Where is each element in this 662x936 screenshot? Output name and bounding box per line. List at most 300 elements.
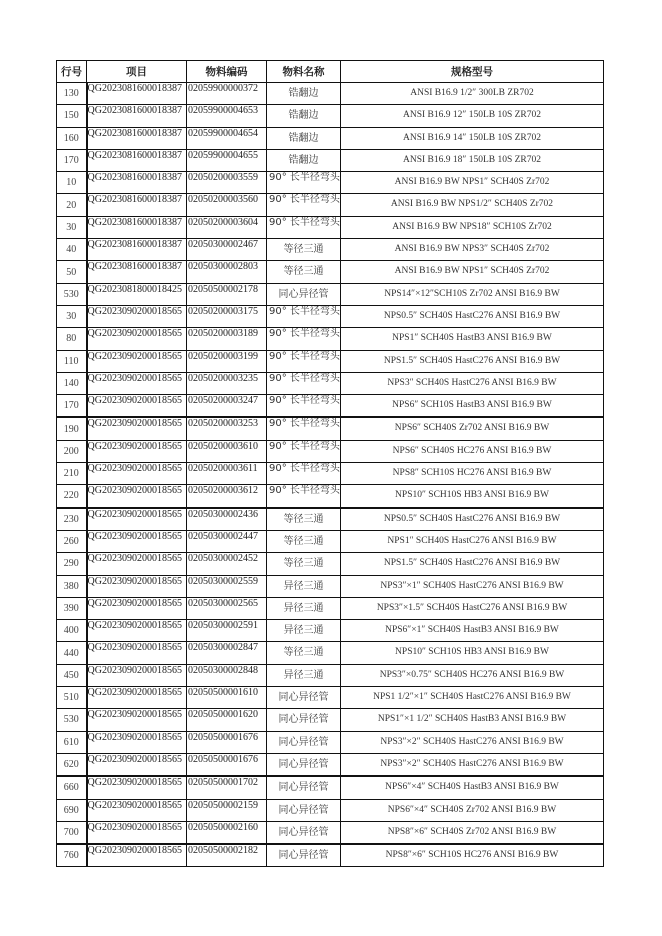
- specification-text: ANSI B16.9 12″ 150LB 10S ZR702: [402, 110, 542, 121]
- material-code-cell: [187, 216, 267, 238]
- line-no-text: 30: [66, 221, 77, 233]
- material-code-cell: [187, 709, 267, 731]
- line-no-cell: [57, 194, 87, 216]
- project-cell: [87, 261, 187, 283]
- material-name-cell: [267, 597, 341, 619]
- specification-text: NPS1.5″ SCH40S HastC276 ANSI B16.9 BW: [383, 355, 561, 366]
- table-row: [57, 395, 604, 418]
- line-no-text: 530: [63, 288, 79, 300]
- line-no-text: 210: [63, 468, 79, 480]
- line-no-cell: [57, 844, 87, 867]
- material-name-text: 90° 长半径弯头: [269, 172, 340, 184]
- table-row: [57, 485, 604, 508]
- material-code-text: 02050500001676: [188, 731, 258, 743]
- line-no-cell: [57, 753, 87, 776]
- project-text: QG2023090200018565: [87, 440, 182, 452]
- specification-text: NPS6″×4″ SCH40S HastB3 ANSI B16.9 BW: [385, 782, 559, 793]
- project-text: QG2023090200018565: [87, 642, 182, 654]
- material-name-text: 等径三通: [283, 647, 324, 659]
- project-text: QG2023090200018565: [87, 620, 182, 632]
- line-no-cell: [57, 597, 87, 619]
- line-no-cell: [57, 395, 87, 418]
- specification-cell: [341, 821, 604, 844]
- material-code-text: 02050200003175: [188, 305, 258, 317]
- specification-text: ANSI B16.9 BW NPS1″ SCH40S Zr702: [394, 266, 550, 277]
- specification-text: NPS1 1/2″×1″ SCH40S HastC276 ANSI B16.9 BW: [373, 692, 571, 703]
- project-cell: [87, 305, 187, 327]
- header-row: [57, 61, 604, 83]
- material-code-text: 02050500001676: [188, 753, 258, 765]
- material-code-cell: [187, 530, 267, 552]
- specification-text: NPS1″ SCH40S HastC276 ANSI B16.9 BW: [387, 535, 557, 546]
- specification-text: NPS1″ SCH40S HastB3 ANSI B16.9 BW: [392, 333, 552, 344]
- material-name-cell: [267, 261, 341, 283]
- project-text: QG2023081600018387: [87, 149, 182, 161]
- project-text: QG2023081800018425: [87, 283, 182, 295]
- material-name-text: 异径三通: [283, 580, 324, 592]
- specification-text: NPS6″ SCH40S Zr702 ANSI B16.9 BW: [394, 423, 550, 434]
- line-no-text: 50: [66, 266, 77, 278]
- material-name-text: 等径三通: [283, 244, 324, 256]
- material-code-text: 02050300002847: [188, 642, 258, 654]
- line-no-cell: [57, 83, 87, 105]
- material-code-cell: [187, 417, 267, 440]
- project-text: QG2023090200018565: [87, 821, 182, 833]
- specification-text: NPS3″×2″ SCH40S HastC276 ANSI B16.9 BW: [380, 736, 564, 747]
- specification-cell: [341, 372, 604, 394]
- specification-text: ANSI B16.9 1/2″ 300LB ZR702: [410, 88, 534, 98]
- project-cell: [87, 328, 187, 350]
- material-name-cell: [267, 575, 341, 597]
- line-no-text: 390: [63, 602, 79, 614]
- project-text: QG2023090200018565: [87, 372, 182, 384]
- table-row: [57, 372, 604, 394]
- specification-cell: [341, 328, 604, 350]
- material-code-text: 02050200003604: [188, 216, 258, 228]
- material-code-cell: [187, 553, 267, 575]
- project-text: QG2023090200018565: [87, 731, 182, 743]
- table-row: [57, 239, 604, 261]
- table-row: [57, 731, 604, 753]
- table-row: [57, 417, 604, 440]
- project-text: QG2023090200018565: [87, 305, 182, 317]
- material-name-cell: [267, 620, 341, 642]
- material-name-cell: [267, 844, 341, 867]
- material-code-text: 02059900004653: [188, 105, 258, 117]
- material-code-text: 02050300002591: [188, 620, 258, 632]
- project-text: QG2023090200018565: [87, 328, 182, 340]
- material-code-cell: [187, 844, 267, 867]
- project-text: QG2023090200018565: [87, 753, 182, 765]
- project-cell: [87, 642, 187, 664]
- line-no-cell: [57, 821, 87, 844]
- project-cell: [87, 417, 187, 440]
- table-row: [57, 687, 604, 709]
- material-name-cell: [267, 776, 341, 799]
- table-row: [57, 620, 604, 642]
- line-no-text: 690: [63, 804, 79, 816]
- table-row: [57, 440, 604, 462]
- line-no-text: 10: [66, 177, 77, 189]
- project-text: QG2023081600018387: [87, 172, 182, 184]
- line-no-text: 200: [63, 445, 79, 457]
- line-no-text: 760: [63, 850, 79, 862]
- line-no-cell: [57, 261, 87, 283]
- specification-cell: [341, 597, 604, 619]
- project-text: QG2023090200018565: [87, 597, 182, 609]
- specification-text: ANSI B16.9 BW NPS3″ SCH40S Zr702: [394, 244, 550, 255]
- project-text: QG2023090200018565: [87, 799, 182, 811]
- material-code-cell: [187, 261, 267, 283]
- material-code-cell: [187, 194, 267, 216]
- project-cell: [87, 485, 187, 508]
- material-name-text: 90° 长半径弯头: [269, 463, 340, 475]
- material-name-text: 同心异径管: [278, 826, 329, 838]
- material-code-text: 02050300002447: [188, 530, 258, 542]
- material-code-cell: [187, 485, 267, 508]
- line-no-cell: [57, 350, 87, 372]
- specification-text: NPS1″×1 1/2″ SCH40S HastB3 ANSI B16.9 BW: [377, 714, 567, 725]
- material-code-text: 02050200003235: [188, 372, 258, 384]
- material-code-cell: [187, 149, 267, 171]
- specification-cell: [341, 395, 604, 418]
- table-row: [57, 172, 604, 194]
- material-code-text: 02050500002182: [188, 845, 258, 857]
- line-no-cell: [57, 575, 87, 597]
- material-name-cell: [267, 83, 341, 105]
- project-text: QG2023090200018565: [87, 709, 182, 721]
- specification-cell: [341, 417, 604, 440]
- specification-text: NPS0.5″ SCH40S HastC276 ANSI B16.9 BW: [383, 513, 561, 524]
- specification-text: ANSI B16.9 BW NPS1/2″ SCH40S Zr702: [390, 199, 554, 210]
- specification-cell: [341, 216, 604, 238]
- table-row: [57, 799, 604, 821]
- material-code-cell: [187, 305, 267, 327]
- material-name-cell: [267, 753, 341, 776]
- project-text: QG2023090200018565: [87, 508, 182, 520]
- material-code-cell: [187, 440, 267, 462]
- line-no-text: 20: [66, 199, 77, 211]
- material-code-cell: [187, 664, 267, 686]
- project-text: QG2023081600018387: [87, 194, 182, 206]
- line-no-text: 230: [63, 513, 79, 525]
- material-code-cell: [187, 372, 267, 394]
- material-name-cell: [267, 553, 341, 575]
- line-no-text: 260: [63, 536, 79, 548]
- specification-cell: [341, 149, 604, 171]
- project-cell: [87, 753, 187, 776]
- material-code-text: 02059900004655: [188, 149, 258, 161]
- material-code-text: 02050500001620: [188, 709, 258, 721]
- material-code-text: 02050300002452: [188, 553, 258, 565]
- specification-text: ANSI B16.9 14″ 150LB 10S ZR702: [402, 132, 542, 143]
- material-code-text: 02050500001702: [188, 777, 258, 789]
- material-code-text: 02050300002848: [188, 664, 258, 676]
- specification-cell: [341, 350, 604, 372]
- specification-cell: [341, 709, 604, 731]
- project-text: QG2023090200018565: [87, 530, 182, 542]
- material-name-text: 90° 长半径弯头: [269, 418, 340, 430]
- material-code-text: 02050500001610: [188, 687, 258, 699]
- line-no-cell: [57, 508, 87, 531]
- specification-text: NPS6″ SCH40S HC276 ANSI B16.9 BW: [392, 445, 552, 456]
- project-cell: [87, 350, 187, 372]
- material-code-text: 02050500002178: [188, 283, 258, 295]
- line-no-text: 380: [63, 580, 79, 592]
- material-name-text: 90° 长半径弯头: [269, 216, 340, 228]
- specification-text: NPS8″×6″ SCH10S HC276 ANSI B16.9 BW: [385, 850, 559, 861]
- specification-cell: [341, 642, 604, 664]
- line-no-text: 510: [63, 692, 79, 704]
- material-code-text: 02059900004654: [188, 127, 258, 139]
- specification-cell: [341, 753, 604, 776]
- specification-text: NPS0.5″ SCH40S HastC276 ANSI B16.9 BW: [383, 310, 561, 321]
- line-no-text: 170: [63, 400, 79, 412]
- project-cell: [87, 508, 187, 531]
- material-name-text: 同心异径管: [278, 714, 329, 726]
- material-name-text: 90° 长半径弯头: [269, 350, 340, 362]
- material-code-cell: [187, 463, 267, 485]
- project-cell: [87, 553, 187, 575]
- material-name-cell: [267, 687, 341, 709]
- material-code-text: 02059900000372: [188, 83, 258, 94]
- material-name-cell: [267, 194, 341, 216]
- project-cell: [87, 821, 187, 844]
- table-row: [57, 149, 604, 171]
- project-cell: [87, 149, 187, 171]
- material-code-text: 02050200003611: [188, 463, 258, 475]
- table-row: [57, 283, 604, 305]
- line-no-cell: [57, 127, 87, 149]
- material-code-cell: [187, 731, 267, 753]
- material-name-cell: [267, 149, 341, 171]
- line-no-cell: [57, 485, 87, 508]
- specification-cell: [341, 776, 604, 799]
- material-code-text: 02050200003612: [188, 485, 258, 497]
- material-name-cell: [267, 172, 341, 194]
- material-name-text: 90° 长半径弯头: [269, 328, 340, 340]
- line-no-cell: [57, 664, 87, 686]
- material-name-cell: [267, 821, 341, 844]
- material-code-cell: [187, 83, 267, 105]
- table-row: [57, 709, 604, 731]
- specification-cell: [341, 844, 604, 867]
- material-name-cell: [267, 283, 341, 305]
- material-name-text: 锆翻边: [288, 132, 319, 144]
- material-name-text: 锆翻边: [288, 88, 319, 99]
- project-cell: [87, 687, 187, 709]
- material-code-text: 02050300002436: [188, 508, 258, 520]
- material-name-cell: [267, 664, 341, 686]
- specification-text: NPS3″×2″ SCH40S HastC276 ANSI B16.9 BW: [380, 758, 564, 769]
- header-project: 项目: [87, 61, 187, 83]
- specification-cell: [341, 194, 604, 216]
- specification-cell: [341, 172, 604, 194]
- material-name-text: 90° 长半径弯头: [269, 395, 340, 407]
- specification-text: NPS1.5″ SCH40S HastC276 ANSI B16.9 BW: [383, 558, 561, 569]
- material-name-cell: [267, 799, 341, 821]
- project-text: QG2023081600018387: [87, 83, 182, 94]
- specification-text: NPS3″×1″ SCH40S HastC276 ANSI B16.9 BW: [380, 580, 564, 591]
- project-cell: [87, 530, 187, 552]
- line-no-cell: [57, 172, 87, 194]
- line-no-text: 80: [66, 333, 77, 345]
- line-no-text: 170: [63, 155, 79, 167]
- specification-text: NPS6″×4″ SCH40S Zr702 ANSI B16.9 BW: [387, 804, 557, 815]
- project-cell: [87, 731, 187, 753]
- specification-cell: [341, 731, 604, 753]
- material-code-text: 02050300002559: [188, 575, 258, 587]
- line-no-text: 110: [63, 355, 79, 367]
- project-text: QG2023081600018387: [87, 216, 182, 228]
- material-name-text: 同心异径管: [278, 804, 329, 816]
- table-row: [57, 305, 604, 327]
- project-cell: [87, 776, 187, 799]
- line-no-text: 400: [63, 625, 79, 637]
- project-cell: [87, 620, 187, 642]
- project-text: QG2023090200018565: [87, 350, 182, 362]
- material-code-cell: [187, 776, 267, 799]
- table-row: [57, 844, 604, 867]
- material-code-text: 02050200003247: [188, 395, 258, 407]
- table-row: [57, 328, 604, 350]
- material-name-text: 等径三通: [283, 558, 324, 570]
- material-code-text: 02050200003189: [188, 328, 258, 340]
- material-name-cell: [267, 508, 341, 531]
- material-code-text: 02050200003199: [188, 350, 258, 362]
- project-cell: [87, 664, 187, 686]
- specification-cell: [341, 530, 604, 552]
- table-row: [57, 642, 604, 664]
- material-name-cell: [267, 328, 341, 350]
- material-name-text: 90° 长半径弯头: [269, 305, 340, 317]
- line-no-text: 610: [63, 736, 79, 748]
- project-cell: [87, 83, 187, 105]
- line-no-text: 220: [63, 490, 79, 502]
- material-name-cell: [267, 216, 341, 238]
- specification-cell: [341, 687, 604, 709]
- table-row: [57, 261, 604, 283]
- specification-cell: [341, 239, 604, 261]
- project-text: QG2023090200018565: [87, 485, 182, 497]
- header-line-no: 行号: [57, 61, 87, 83]
- table-row: [57, 664, 604, 686]
- material-name-text: 等径三通: [283, 513, 324, 525]
- project-cell: [87, 709, 187, 731]
- project-text: QG2023090200018565: [87, 418, 182, 430]
- line-no-cell: [57, 687, 87, 709]
- material-code-cell: [187, 328, 267, 350]
- line-no-text: 660: [63, 782, 79, 794]
- material-code-text: 02050300002565: [188, 597, 258, 609]
- project-text: QG2023090200018565: [87, 687, 182, 699]
- material-name-cell: [267, 731, 341, 753]
- material-code-text: 02050300002467: [188, 239, 258, 251]
- table-row: [57, 83, 604, 105]
- line-no-text: 620: [63, 759, 79, 771]
- line-no-cell: [57, 417, 87, 440]
- material-name-text: 90° 长半径弯头: [269, 372, 340, 384]
- specification-cell: [341, 620, 604, 642]
- material-name-cell: [267, 485, 341, 508]
- table-row: [57, 597, 604, 619]
- specification-cell: [341, 261, 604, 283]
- material-code-cell: [187, 127, 267, 149]
- specification-cell: [341, 105, 604, 127]
- material-code-cell: [187, 350, 267, 372]
- material-code-text: 02050200003560: [188, 194, 258, 206]
- specification-text: NPS8″×6″ SCH40S Zr702 ANSI B16.9 BW: [387, 826, 557, 837]
- project-text: QG2023081600018387: [87, 127, 182, 139]
- material-name-text: 异径三通: [283, 669, 324, 681]
- project-text: QG2023090200018565: [87, 777, 182, 789]
- line-no-text: 140: [63, 378, 79, 389]
- specification-text: NPS14″×12″SCH10S Zr702 ANSI B16.9 BW: [384, 288, 560, 299]
- specification-cell: [341, 575, 604, 597]
- specification-text: NPS3″ SCH40S HastC276 ANSI B16.9 BW: [387, 377, 557, 388]
- project-text: QG2023081600018387: [87, 239, 182, 251]
- material-code-text: 02050200003253: [188, 418, 258, 430]
- line-no-cell: [57, 440, 87, 462]
- material-name-text: 90° 长半径弯头: [269, 440, 340, 452]
- table-row: [57, 776, 604, 799]
- specification-text: ANSI B16.9 BW NPS18″ SCH10S Zr702: [392, 221, 552, 232]
- material-code-cell: [187, 105, 267, 127]
- project-cell: [87, 395, 187, 418]
- project-cell: [87, 597, 187, 619]
- project-cell: [87, 194, 187, 216]
- table-row: [57, 821, 604, 844]
- material-code-text: 02050300002803: [188, 261, 258, 273]
- line-no-cell: [57, 239, 87, 261]
- material-name-text: 等径三通: [283, 535, 324, 547]
- line-no-text: 450: [63, 669, 79, 681]
- material-name-cell: [267, 417, 341, 440]
- project-cell: [87, 172, 187, 194]
- specification-cell: [341, 305, 604, 327]
- line-no-cell: [57, 642, 87, 664]
- table-row: [57, 350, 604, 372]
- table-row: [57, 216, 604, 238]
- material-code-text: 02050500002160: [188, 821, 258, 833]
- material-name-text: 异径三通: [283, 625, 324, 637]
- project-cell: [87, 283, 187, 305]
- specification-cell: [341, 485, 604, 508]
- material-name-cell: [267, 463, 341, 485]
- line-no-text: 160: [63, 132, 79, 144]
- header-specification: 规格型号: [341, 61, 604, 83]
- specification-text: NPS3″×0.75″ SCH40S HC276 ANSI B16.9 BW: [379, 669, 565, 680]
- specification-text: NPS6″ SCH10S HastB3 ANSI B16.9 BW: [392, 400, 552, 411]
- project-text: QG2023090200018565: [87, 553, 182, 565]
- line-no-cell: [57, 149, 87, 171]
- specification-cell: [341, 440, 604, 462]
- material-code-cell: [187, 642, 267, 664]
- specification-text: NPS10″ SCH10S HB3 ANSI B16.9 BW: [395, 490, 549, 501]
- material-code-cell: [187, 172, 267, 194]
- table-row: [57, 194, 604, 216]
- material-name-text: 同心异径管: [278, 850, 329, 862]
- material-name-cell: [267, 372, 341, 394]
- project-cell: [87, 440, 187, 462]
- line-no-cell: [57, 709, 87, 731]
- table-row: [57, 508, 604, 531]
- project-cell: [87, 844, 187, 867]
- specification-cell: [341, 463, 604, 485]
- specification-cell: [341, 799, 604, 821]
- line-no-cell: [57, 731, 87, 753]
- table-body: [57, 83, 604, 867]
